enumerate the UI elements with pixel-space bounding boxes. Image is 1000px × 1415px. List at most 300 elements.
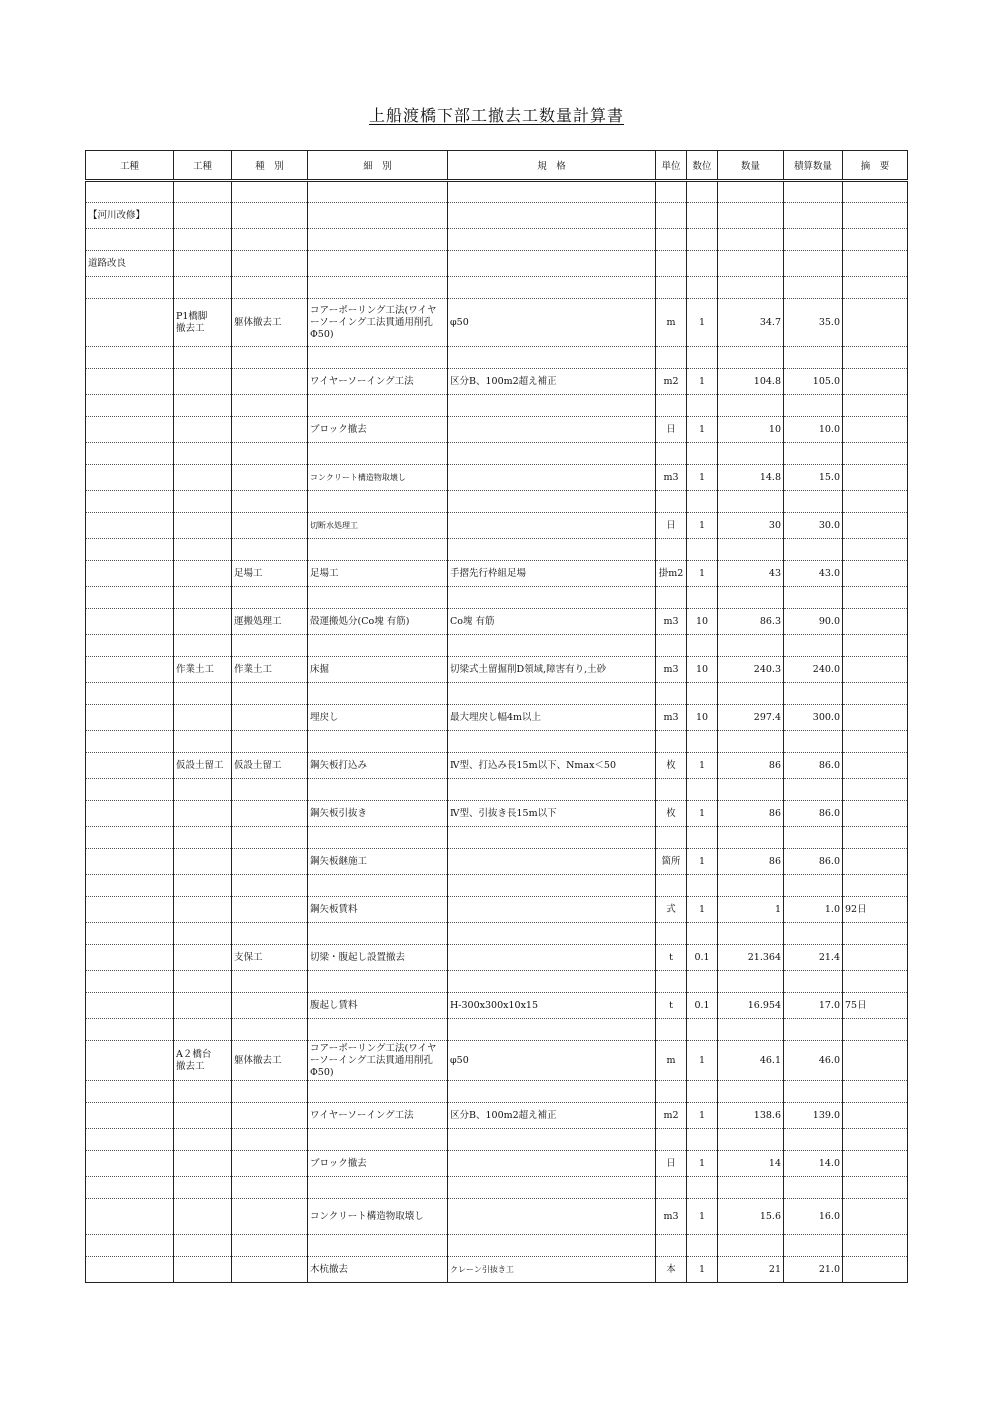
kosyu2-cell: [174, 561, 232, 587]
remarks-cell: [843, 491, 908, 513]
kikaku-cell: H-300x300x10x15: [448, 993, 656, 1019]
quantity-cell: [718, 1177, 784, 1199]
header-row: [86, 151, 908, 181]
kikaku-cell: [448, 181, 656, 203]
unit-cell: [656, 731, 687, 753]
unit-cell: [656, 875, 687, 897]
table-row: [86, 465, 908, 491]
kosyu1-cell: [86, 369, 174, 395]
digit-cell: [687, 539, 718, 561]
remarks-cell: [843, 683, 908, 705]
estimate-cell: [784, 731, 843, 753]
estimate-cell: 86.0: [784, 849, 843, 875]
table-row: [86, 1103, 908, 1129]
header-cell: 数量: [718, 151, 784, 181]
shubetsu-cell: [232, 1199, 308, 1235]
table-row: [86, 203, 908, 229]
shubetsu-cell: [232, 465, 308, 491]
kikaku-cell: [448, 897, 656, 923]
kosyu1-cell: [86, 731, 174, 753]
estimate-cell: [784, 203, 843, 229]
kosyu1-cell: [86, 753, 174, 779]
quantity-cell: [718, 203, 784, 229]
digit-cell: 0.1: [687, 945, 718, 971]
unit-cell: m: [656, 1041, 687, 1081]
digit-cell: [687, 731, 718, 753]
kikaku-cell: [448, 513, 656, 539]
remarks-cell: [843, 369, 908, 395]
table-row: [86, 779, 908, 801]
quantity-cell: [718, 635, 784, 657]
kosyu1-cell: [86, 491, 174, 513]
estimate-cell: [784, 443, 843, 465]
kosyu2-cell: P1橋脚 撤去工: [174, 299, 232, 347]
remarks-cell: [843, 827, 908, 849]
unit-cell: m2: [656, 1103, 687, 1129]
digit-cell: [687, 635, 718, 657]
estimate-cell: [784, 181, 843, 203]
kosyu1-cell: [86, 1019, 174, 1041]
saibetsu-cell: [308, 779, 448, 801]
quantity-cell: [718, 1019, 784, 1041]
saibetsu-cell: [308, 1235, 448, 1257]
kosyu1-cell: [86, 609, 174, 635]
table-row: [86, 1019, 908, 1041]
estimate-cell: 240.0: [784, 657, 843, 683]
saibetsu-cell: [308, 827, 448, 849]
remarks-cell: [843, 731, 908, 753]
kosyu1-cell: [86, 465, 174, 491]
saibetsu-cell: [308, 1019, 448, 1041]
digit-cell: 1: [687, 417, 718, 443]
kosyu1-cell: [86, 849, 174, 875]
kikaku-cell: [448, 465, 656, 491]
unit-cell: [656, 229, 687, 251]
remarks-cell: [843, 609, 908, 635]
kosyu2-cell: [174, 635, 232, 657]
estimate-cell: 14.0: [784, 1151, 843, 1177]
shubetsu-cell: [232, 181, 308, 203]
quantity-cell: [718, 1235, 784, 1257]
remarks-cell: [843, 561, 908, 587]
table-row: [86, 801, 908, 827]
saibetsu-cell: [308, 971, 448, 993]
kikaku-cell: 切梁式土留掘削D領域,障害有り,土砂: [448, 657, 656, 683]
shubetsu-cell: 支保工: [232, 945, 308, 971]
digit-cell: [687, 923, 718, 945]
kikaku-cell: [448, 251, 656, 277]
estimate-cell: 90.0: [784, 609, 843, 635]
kosyu2-cell: [174, 491, 232, 513]
kikaku-cell: [448, 731, 656, 753]
unit-cell: [656, 1019, 687, 1041]
unit-cell: [656, 347, 687, 369]
kosyu2-cell: [174, 1151, 232, 1177]
quantity-cell: [718, 875, 784, 897]
unit-cell: [656, 443, 687, 465]
shubetsu-cell: [232, 347, 308, 369]
kosyu2-cell: [174, 417, 232, 443]
remarks-cell: [843, 923, 908, 945]
table-row: [86, 347, 908, 369]
kikaku-cell: 最大埋戻し幅4m以上: [448, 705, 656, 731]
quantity-cell: [718, 731, 784, 753]
remarks-cell: [843, 1103, 908, 1129]
quantity-cell: 86: [718, 849, 784, 875]
quantity-cell: 86: [718, 753, 784, 779]
kikaku-cell: [448, 849, 656, 875]
kosyu2-cell: [174, 801, 232, 827]
table-row: [86, 731, 908, 753]
remarks-cell: [843, 635, 908, 657]
shubetsu-cell: [232, 801, 308, 827]
quantity-cell: 14.8: [718, 465, 784, 491]
saibetsu-cell: ブロック撤去: [308, 417, 448, 443]
kikaku-cell: [448, 923, 656, 945]
table-row: [86, 1199, 908, 1235]
unit-cell: [656, 1129, 687, 1151]
remarks-cell: [843, 181, 908, 203]
kosyu1-cell: [86, 513, 174, 539]
shubetsu-cell: [232, 971, 308, 993]
estimate-cell: 105.0: [784, 369, 843, 395]
kosyu2-cell: [174, 1103, 232, 1129]
saibetsu-cell: [308, 731, 448, 753]
kikaku-cell: [448, 683, 656, 705]
table-row: [86, 1129, 908, 1151]
kikaku-cell: 区分B、100m2超え補正: [448, 1103, 656, 1129]
digit-cell: [687, 347, 718, 369]
kikaku-cell: [448, 1199, 656, 1235]
unit-cell: m3: [656, 465, 687, 491]
shubetsu-cell: [232, 513, 308, 539]
unit-cell: m3: [656, 657, 687, 683]
table-row: [86, 971, 908, 993]
kikaku-cell: [448, 779, 656, 801]
kikaku-cell: [448, 539, 656, 561]
kikaku-cell: [448, 1019, 656, 1041]
table-row: [86, 993, 908, 1019]
shubetsu-cell: [232, 923, 308, 945]
kosyu1-cell: [86, 1235, 174, 1257]
kosyu2-cell: [174, 971, 232, 993]
table-row: [86, 1257, 908, 1283]
digit-cell: 1: [687, 849, 718, 875]
kosyu2-cell: [174, 945, 232, 971]
saibetsu-cell: コンクリート構造物取壊し: [308, 465, 448, 491]
table-row: [86, 1177, 908, 1199]
kikaku-cell: [448, 587, 656, 609]
remarks-cell: [843, 875, 908, 897]
header-cell: 規 格: [448, 151, 656, 181]
estimate-cell: [784, 539, 843, 561]
header-cell: 単位: [656, 151, 687, 181]
kikaku-cell: [448, 1177, 656, 1199]
saibetsu-cell: [308, 1177, 448, 1199]
unit-cell: [656, 203, 687, 229]
table-row: [86, 875, 908, 897]
unit-cell: [656, 1235, 687, 1257]
kikaku-cell: 区分B、100m2超え補正: [448, 369, 656, 395]
kosyu2-cell: [174, 229, 232, 251]
unit-cell: [656, 827, 687, 849]
kosyu1-cell: [86, 923, 174, 945]
estimate-cell: 21.4: [784, 945, 843, 971]
kosyu1-cell: [86, 1081, 174, 1103]
saibetsu-cell: ワイヤーソーイング工法: [308, 369, 448, 395]
digit-cell: [687, 277, 718, 299]
quantity-cell: 43: [718, 561, 784, 587]
kosyu1-cell: [86, 347, 174, 369]
kosyu1-cell: [86, 1041, 174, 1081]
header-cell: 種 別: [232, 151, 308, 181]
estimate-cell: 1.0: [784, 897, 843, 923]
saibetsu-cell: [308, 277, 448, 299]
kikaku-cell: [448, 971, 656, 993]
remarks-cell: [843, 251, 908, 277]
estimate-cell: [784, 683, 843, 705]
unit-cell: 本: [656, 1257, 687, 1283]
saibetsu-cell: 切梁・腹起し設置撤去: [308, 945, 448, 971]
remarks-cell: [843, 347, 908, 369]
quantity-cell: [718, 347, 784, 369]
header-cell: 数位: [687, 151, 718, 181]
table-row: [86, 395, 908, 417]
kosyu2-cell: [174, 731, 232, 753]
kosyu2-cell: [174, 779, 232, 801]
remarks-cell: [843, 443, 908, 465]
saibetsu-cell: [308, 683, 448, 705]
table-row: [86, 945, 908, 971]
table-row: [86, 609, 908, 635]
shubetsu-cell: [232, 635, 308, 657]
remarks-cell: [843, 1257, 908, 1283]
shubetsu-cell: 躯体撤去工: [232, 1041, 308, 1081]
kosyu1-cell: [86, 827, 174, 849]
table-row: [86, 587, 908, 609]
quantity-cell: [718, 539, 784, 561]
shubetsu-cell: [232, 779, 308, 801]
shubetsu-cell: 作業土工: [232, 657, 308, 683]
kikaku-cell: [448, 277, 656, 299]
header-cell: 工種: [174, 151, 232, 181]
quantity-cell: 1: [718, 897, 784, 923]
quantity-cell: 10: [718, 417, 784, 443]
kosyu2-cell: [174, 369, 232, 395]
quantity-cell: 86: [718, 801, 784, 827]
saibetsu-cell: [308, 587, 448, 609]
remarks-cell: [843, 1081, 908, 1103]
digit-cell: 1: [687, 1041, 718, 1081]
quantity-cell: [718, 251, 784, 277]
remarks-cell: [843, 513, 908, 539]
kosyu2-cell: [174, 251, 232, 277]
estimate-cell: 15.0: [784, 465, 843, 491]
shubetsu-cell: [232, 443, 308, 465]
kosyu2-cell: 仮設土留工: [174, 753, 232, 779]
kosyu1-cell: 【河川改修】: [86, 203, 174, 229]
shubetsu-cell: [232, 683, 308, 705]
kikaku-cell: [448, 443, 656, 465]
kosyu1-cell: 道路改良: [86, 251, 174, 277]
kosyu2-cell: [174, 875, 232, 897]
saibetsu-cell: 腹起し賃料: [308, 993, 448, 1019]
quantity-cell: 34.7: [718, 299, 784, 347]
kosyu1-cell: [86, 801, 174, 827]
remarks-cell: [843, 779, 908, 801]
saibetsu-cell: 殻運搬処分(Co塊 有筋): [308, 609, 448, 635]
remarks-cell: [843, 1199, 908, 1235]
kikaku-cell: [448, 347, 656, 369]
kosyu1-cell: [86, 945, 174, 971]
table-row: [86, 181, 908, 203]
shubetsu-cell: [232, 417, 308, 443]
estimate-cell: [784, 277, 843, 299]
shubetsu-cell: [232, 875, 308, 897]
table-body: [86, 181, 908, 1283]
estimate-cell: [784, 251, 843, 277]
kosyu2-cell: [174, 1177, 232, 1199]
unit-cell: 枚: [656, 801, 687, 827]
quantity-cell: 30: [718, 513, 784, 539]
digit-cell: [687, 827, 718, 849]
table-row: [86, 1235, 908, 1257]
header-cell: 工種: [86, 151, 174, 181]
kikaku-cell: [448, 1081, 656, 1103]
kosyu1-cell: [86, 683, 174, 705]
kosyu1-cell: [86, 705, 174, 731]
kosyu2-cell: [174, 609, 232, 635]
unit-cell: [656, 1081, 687, 1103]
saibetsu-cell: 鋼矢板賃料: [308, 897, 448, 923]
kikaku-cell: φ50: [448, 299, 656, 347]
unit-cell: t: [656, 945, 687, 971]
unit-cell: [656, 181, 687, 203]
kikaku-cell: Ⅳ型、打込み長15m以下、Nmax＜50: [448, 753, 656, 779]
digit-cell: 1: [687, 753, 718, 779]
saibetsu-cell: コンクリート構造物取壊し: [308, 1199, 448, 1235]
shubetsu-cell: [232, 395, 308, 417]
quantity-cell: 21.364: [718, 945, 784, 971]
shubetsu-cell: [232, 1177, 308, 1199]
kikaku-cell: 手摺先行枠組足場: [448, 561, 656, 587]
quantity-cell: [718, 443, 784, 465]
saibetsu-cell: 足場工: [308, 561, 448, 587]
estimate-cell: [784, 347, 843, 369]
remarks-cell: [843, 229, 908, 251]
kikaku-cell: [448, 635, 656, 657]
kosyu1-cell: [86, 417, 174, 443]
remarks-cell: 92日: [843, 897, 908, 923]
remarks-cell: [843, 705, 908, 731]
remarks-cell: [843, 395, 908, 417]
kosyu2-cell: [174, 705, 232, 731]
kosyu2-cell: [174, 849, 232, 875]
shubetsu-cell: [232, 1257, 308, 1283]
kikaku-cell: [448, 395, 656, 417]
table-row: [86, 753, 908, 779]
saibetsu-cell: 床掘: [308, 657, 448, 683]
quantity-cell: [718, 923, 784, 945]
estimate-cell: 30.0: [784, 513, 843, 539]
quantity-cell: [718, 229, 784, 251]
shubetsu-cell: [232, 369, 308, 395]
digit-cell: 1: [687, 801, 718, 827]
remarks-cell: [843, 753, 908, 779]
shubetsu-cell: [232, 897, 308, 923]
unit-cell: 日: [656, 417, 687, 443]
kikaku-cell: [448, 945, 656, 971]
unit-cell: [656, 923, 687, 945]
digit-cell: 1: [687, 1199, 718, 1235]
kosyu1-cell: [86, 561, 174, 587]
quantity-cell: 15.6: [718, 1199, 784, 1235]
kosyu2-cell: [174, 587, 232, 609]
remarks-cell: [843, 277, 908, 299]
remarks-cell: [843, 801, 908, 827]
kikaku-cell: Co塊 有筋: [448, 609, 656, 635]
quantity-cell: 16.954: [718, 993, 784, 1019]
shubetsu-cell: [232, 1151, 308, 1177]
quantity-cell: [718, 971, 784, 993]
estimate-cell: 21.0: [784, 1257, 843, 1283]
digit-cell: 1: [687, 1257, 718, 1283]
digit-cell: [687, 875, 718, 897]
unit-cell: [656, 587, 687, 609]
estimate-cell: 10.0: [784, 417, 843, 443]
kosyu1-cell: [86, 181, 174, 203]
digit-cell: 1: [687, 369, 718, 395]
estimate-cell: [784, 635, 843, 657]
kosyu1-cell: [86, 657, 174, 683]
kosyu2-cell: [174, 443, 232, 465]
header-cell: 摘 要: [843, 151, 908, 181]
table-row: [86, 369, 908, 395]
estimate-cell: [784, 1177, 843, 1199]
table-row: [86, 443, 908, 465]
estimate-cell: [784, 827, 843, 849]
kikaku-cell: [448, 1235, 656, 1257]
unit-cell: 日: [656, 513, 687, 539]
table-row: [86, 1041, 908, 1081]
kikaku-cell: [448, 417, 656, 443]
kosyu2-cell: [174, 181, 232, 203]
quantity-cell: [718, 683, 784, 705]
saibetsu-cell: [308, 203, 448, 229]
kikaku-cell: [448, 1129, 656, 1151]
shubetsu-cell: [232, 731, 308, 753]
kosyu2-cell: [174, 683, 232, 705]
remarks-cell: [843, 465, 908, 491]
kosyu2-cell: [174, 1129, 232, 1151]
estimate-cell: [784, 587, 843, 609]
quantity-cell: [718, 491, 784, 513]
unit-cell: [656, 395, 687, 417]
saibetsu-cell: [308, 395, 448, 417]
table-row: [86, 539, 908, 561]
kosyu2-cell: [174, 203, 232, 229]
table-row: [86, 1151, 908, 1177]
table-row: [86, 299, 908, 347]
kosyu1-cell: [86, 875, 174, 897]
digit-cell: [687, 1235, 718, 1257]
kosyu1-cell: [86, 1151, 174, 1177]
shubetsu-cell: [232, 705, 308, 731]
shubetsu-cell: [232, 587, 308, 609]
quantity-cell: 104.8: [718, 369, 784, 395]
table-row: [86, 657, 908, 683]
kosyu2-cell: [174, 395, 232, 417]
